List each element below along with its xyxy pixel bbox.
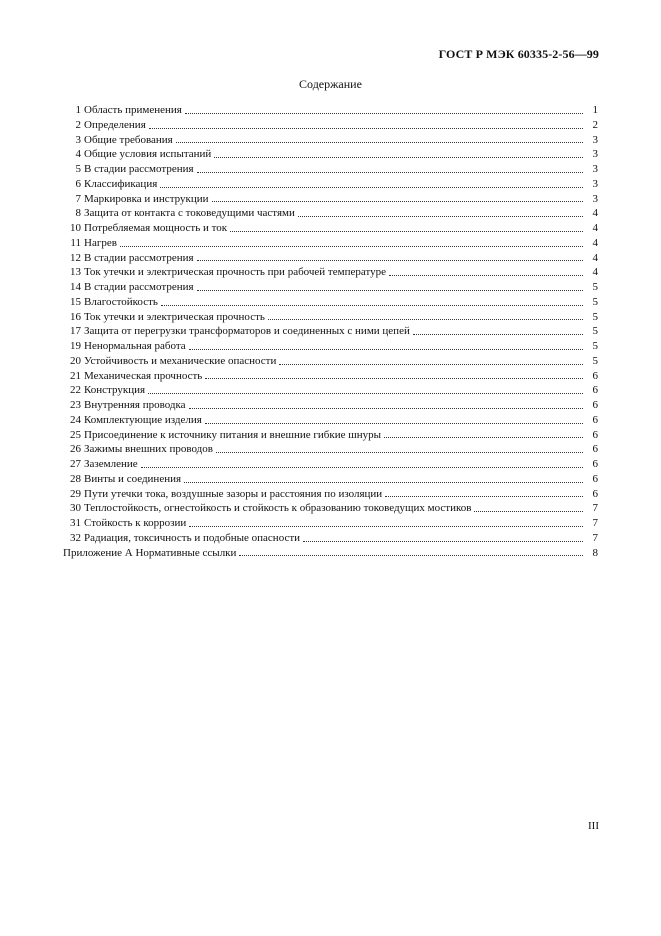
toc-entry-title: Общие требования xyxy=(84,133,173,146)
dot-leader xyxy=(184,482,583,483)
toc-entry-title: Механическая прочность xyxy=(84,369,203,382)
toc-entry-page: 4 xyxy=(592,222,598,234)
toc-entry-title: Ненормальная работа xyxy=(84,340,186,352)
toc-entry-number: 22 xyxy=(70,384,81,397)
toc-entry-title: Внутренняя проводка xyxy=(84,399,186,411)
toc-entry-number: 24 xyxy=(70,413,81,426)
dot-leader xyxy=(148,393,583,394)
toc-entry-title: Область применения xyxy=(84,104,182,116)
toc-entry-title: Классификация xyxy=(84,177,158,190)
toc-entry-title: Ток утечки и электрическая прочность при рабочей температуре xyxy=(84,266,386,279)
dot-leader xyxy=(214,157,583,158)
toc-entry-page: 6 xyxy=(592,384,598,397)
toc-entry-number: 10 xyxy=(70,222,81,234)
dot-leader xyxy=(205,423,583,424)
toc-entry-page: 3 xyxy=(592,148,598,161)
toc-entry-title: Защита от контакта с токоведущими частями xyxy=(84,207,295,220)
toc-entry-number: 8 xyxy=(75,207,81,220)
toc-entry-number: 19 xyxy=(70,340,81,352)
toc-entry-number: 27 xyxy=(70,458,81,470)
toc-entry-number: 13 xyxy=(70,266,81,279)
dot-leader xyxy=(149,128,583,129)
toc-entry xyxy=(63,428,598,443)
toc-entry xyxy=(63,265,598,280)
toc-entry xyxy=(63,442,598,457)
toc-entry-title: Потребляемая мощность и ток xyxy=(84,222,228,234)
toc-entry xyxy=(63,162,598,177)
toc-entry-page: 4 xyxy=(592,251,598,264)
toc-entry-number: 4 xyxy=(75,148,81,161)
dot-leader xyxy=(197,172,583,173)
toc-entry-title: Радиация, токсичность и подобные опасности xyxy=(84,531,301,544)
dot-leader xyxy=(298,216,583,217)
toc-entry xyxy=(63,236,598,251)
table-of-contents xyxy=(63,103,598,560)
toc-entry-page: 3 xyxy=(592,177,598,190)
toc-entry-title: Комплектующие изделия xyxy=(84,413,202,426)
toc-entry xyxy=(63,339,598,354)
dot-leader xyxy=(189,526,583,527)
dot-leader xyxy=(239,555,583,556)
toc-entry-number: 6 xyxy=(75,177,81,190)
toc-entry xyxy=(63,383,598,398)
toc-entry xyxy=(63,206,598,221)
dot-leader xyxy=(279,364,583,365)
dot-leader xyxy=(230,231,583,232)
toc-entry-page: 4 xyxy=(592,207,598,220)
toc-entry-title: Стойкость к коррозии xyxy=(84,517,187,529)
toc-entry xyxy=(63,118,598,133)
dot-leader xyxy=(141,467,583,468)
toc-entry xyxy=(63,354,598,369)
toc-entry xyxy=(63,192,598,207)
dot-leader xyxy=(197,290,583,291)
toc-entry-page: 3 xyxy=(592,192,598,205)
toc-entry-number: 11 xyxy=(70,236,81,249)
toc-entry-title: В стадии рассмотрения xyxy=(84,163,194,175)
toc-entry xyxy=(63,457,598,472)
dot-leader xyxy=(413,334,583,335)
toc-entry-title: Нагрев xyxy=(84,236,117,249)
toc-entry-page: 5 xyxy=(592,325,598,338)
dot-leader xyxy=(120,246,583,247)
toc-entry-number: 16 xyxy=(70,310,81,323)
dot-leader xyxy=(189,349,583,350)
toc-entry-page: 6 xyxy=(592,399,598,411)
dot-leader xyxy=(216,452,583,453)
page-title: Содержание xyxy=(299,77,362,91)
toc-entry-page: 1 xyxy=(592,104,598,116)
toc-entry xyxy=(63,133,598,148)
toc-entry-title: Пути утечки тока, воздушные зазоры и расстояния по изоляции xyxy=(84,487,383,500)
toc-entry-page: 5 xyxy=(592,310,598,323)
toc-entry-title: Влагостойкость xyxy=(84,295,158,308)
toc-entry-number: 7 xyxy=(75,192,81,205)
toc-entry-page: 5 xyxy=(592,354,598,367)
dot-leader xyxy=(389,275,583,276)
toc-entry-number: 15 xyxy=(70,295,81,308)
toc-entry-page: 6 xyxy=(592,458,598,470)
toc-entry-page: 4 xyxy=(592,266,598,279)
toc-entry-page: 5 xyxy=(592,340,598,352)
toc-entry-number: 14 xyxy=(70,281,81,293)
toc-entry-page: 6 xyxy=(592,428,598,441)
toc-entry-title: Конструкция xyxy=(84,384,146,397)
toc-entry xyxy=(63,413,598,428)
toc-entry xyxy=(63,531,598,546)
toc-entry-number: 5 xyxy=(75,163,81,175)
toc-entry-page: 5 xyxy=(592,295,598,308)
toc-entry-page: 2 xyxy=(592,118,598,131)
dot-leader xyxy=(197,260,583,261)
dot-leader xyxy=(205,378,583,379)
toc-entry-number: 2 xyxy=(75,118,81,131)
toc-entry-title: Заземление xyxy=(84,458,138,470)
dot-leader xyxy=(176,142,583,143)
dot-leader xyxy=(303,541,583,542)
toc-entry-page: 4 xyxy=(592,236,598,249)
toc-entry-number: 31 xyxy=(70,517,81,529)
toc-entry xyxy=(63,177,598,192)
toc-entry-title: Теплостойкость, огнестойкость и стойкость к образованию токоведущих мостиков xyxy=(84,502,472,515)
dot-leader xyxy=(161,305,583,306)
page-number: III xyxy=(588,820,599,832)
toc-entry xyxy=(63,280,598,295)
toc-entry-number: 20 xyxy=(70,354,81,367)
toc-entry xyxy=(63,398,598,413)
toc-entry-title: Устойчивость и механические опасности xyxy=(84,354,277,367)
toc-entry xyxy=(63,487,598,502)
toc-entry-title: В стадии рассмотрения xyxy=(84,281,194,293)
toc-entry-number: 3 xyxy=(75,133,81,146)
dot-leader xyxy=(384,437,583,438)
toc-entry-page: 6 xyxy=(592,413,598,426)
toc-entry-number: 12 xyxy=(70,251,81,264)
toc-entry-title: Защита от перегрузки трансформаторов и соединенных с ними цепей xyxy=(84,325,410,338)
toc-entry-number: 30 xyxy=(70,502,81,515)
toc-entry-number: 25 xyxy=(70,428,81,441)
toc-entry-page: 8 xyxy=(592,546,598,559)
toc-entry xyxy=(63,103,598,118)
toc-entry-page: 3 xyxy=(592,163,598,175)
toc-entry-page: 6 xyxy=(592,487,598,500)
dot-leader xyxy=(189,408,583,409)
toc-entry-title: Приложение А Нормативные ссылки xyxy=(63,546,237,559)
toc-entry-title: Ток утечки и электрическая прочность xyxy=(84,310,265,323)
toc-entry-page: 6 xyxy=(592,369,598,382)
toc-entry-number: 29 xyxy=(70,487,81,500)
toc-entry-title: Общие условия испытаний xyxy=(84,148,212,161)
toc-entry xyxy=(63,310,598,325)
dot-leader xyxy=(268,319,583,320)
toc-entry-page: 6 xyxy=(592,472,598,485)
toc-entry-title: В стадии рассмотрения xyxy=(84,251,194,264)
toc-entry xyxy=(63,501,598,516)
toc-entry-page: 7 xyxy=(592,531,598,544)
toc-entry-number: 21 xyxy=(70,369,81,382)
toc-entry xyxy=(63,546,598,561)
toc-entry-number: 1 xyxy=(75,104,81,116)
document-header: ГОСТ Р МЭК 60335-2-56—99 xyxy=(438,47,599,61)
toc-entry-page: 7 xyxy=(592,502,598,515)
toc-entry xyxy=(63,516,598,531)
toc-entry-title: Определения xyxy=(84,118,146,131)
toc-entry-page: 3 xyxy=(592,133,598,146)
toc-entry-page: 6 xyxy=(592,443,598,456)
toc-entry xyxy=(63,251,598,266)
toc-entry-title: Присоединение к источнику питания и внешние гибкие шнуры xyxy=(84,428,381,441)
dot-leader xyxy=(474,511,583,512)
toc-entry-title: Винты и соединения xyxy=(84,472,182,485)
dot-leader xyxy=(385,496,583,497)
toc-entry-number: 32 xyxy=(70,531,81,544)
toc-entry-page: 7 xyxy=(592,517,598,529)
toc-entry-number: 28 xyxy=(70,472,81,485)
dot-leader xyxy=(185,113,583,114)
toc-entry xyxy=(63,324,598,339)
toc-entry-number: 26 xyxy=(70,443,81,456)
toc-entry xyxy=(63,472,598,487)
toc-entry-title: Зажимы внешних проводов xyxy=(84,443,213,456)
toc-entry-title: Маркировка и инструкции xyxy=(84,192,209,205)
toc-entry xyxy=(63,221,598,236)
toc-entry-number: 23 xyxy=(70,399,81,411)
toc-entry xyxy=(63,295,598,310)
toc-entry xyxy=(63,147,598,162)
toc-entry-page: 5 xyxy=(592,281,598,293)
toc-entry-number: 17 xyxy=(70,325,81,338)
toc-entry xyxy=(63,369,598,384)
dot-leader xyxy=(212,201,584,202)
dot-leader xyxy=(160,187,583,188)
